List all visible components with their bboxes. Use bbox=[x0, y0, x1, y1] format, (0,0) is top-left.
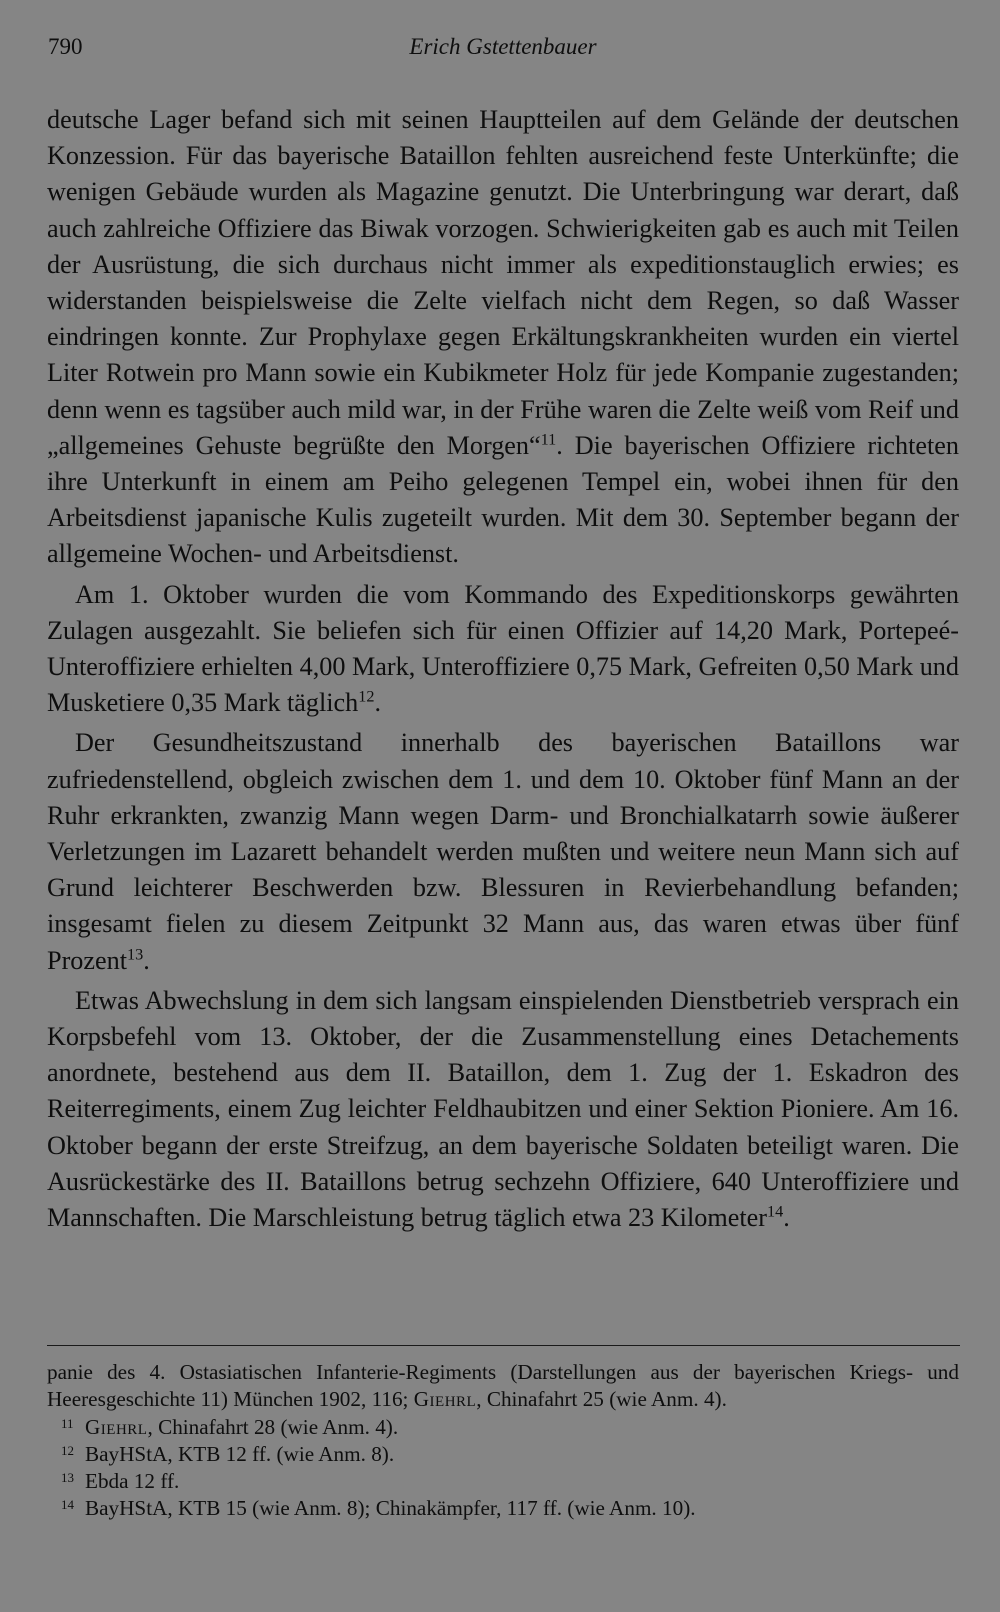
footnotes bbox=[47, 1359, 959, 1523]
footnote-text: , Chinafahrt 28 (wie Anm. 4). bbox=[147, 1414, 399, 1439]
paragraph-2-text: Am 1. Oktober wurden die vom Kommando des Expeditionskorps gewährten Zulagen ausgezahlt. Sie beliefen sich für einen Offizier auf 14,20 Mark, Portepeé-Unteroffiziere erhielten 4,00 Mark, Unteroffiziere 0,75 Mark, Gefreiten 0,50 Mark und Musketiere 0,35 Mark täglich bbox=[47, 579, 959, 718]
footnote-ref-14[interactable]: 14 bbox=[766, 1202, 784, 1221]
footnote-12: 12 BayHStA, KTB 12 ff. (wie Anm. 8). bbox=[61, 1441, 395, 1466]
paragraph-3 bbox=[47, 725, 959, 978]
footnote-continuation bbox=[47, 1359, 959, 1414]
footnote-text: Ebda 12 ff. bbox=[85, 1469, 180, 1494]
footnote-ref-13[interactable]: 13 bbox=[127, 944, 144, 963]
footnote-text: BayHStA, KTB 15 (wie Anm. 8); Chinakämpfer, 117 ff. (wie Anm. 10). bbox=[85, 1496, 696, 1521]
footnote-14: 14 BayHStA, KTB 15 (wie Anm. 8); Chinakämpfer, 117 ff. (wie Anm. 10). bbox=[61, 1496, 696, 1521]
body-text bbox=[47, 102, 959, 1236]
page-number: 790 bbox=[48, 34, 83, 59]
running-head: Erich Gstettenbauer bbox=[409, 34, 597, 59]
paragraph-1 bbox=[47, 102, 959, 573]
paragraph-4-tail: . bbox=[783, 1203, 790, 1233]
footnote-ref-11[interactable]: 11 bbox=[540, 430, 557, 449]
page-header bbox=[48, 34, 958, 68]
footnote-13: 13 Ebda 12 ff. bbox=[61, 1469, 180, 1494]
footnote-author: Giehrl bbox=[413, 1387, 477, 1412]
paragraph-1-tail: . Die bayerischen Offiziere richteten ihre Unterkunft in einem am Peiho gelegenen Tempel ein, wobei ihnen für den Arbeitsdienst japanische Kulis zugeteilt wurden. Mit dem 30. September begann der allgemeine Wochen- und Arbeitsdienst. bbox=[47, 430, 959, 569]
footnote-text: BayHStA, KTB 12 ff. (wie Anm. 8). bbox=[85, 1441, 395, 1466]
footnote-continuation-tail: , Chinafahrt 25 (wie Anm. 4). bbox=[476, 1387, 727, 1412]
paragraph-4 bbox=[47, 983, 959, 1236]
paragraph-1-text: deutsche Lager befand sich mit seinen Hauptteilen auf dem Gelände der deutschen Konzession. Für das bayerische Bataillon fehlten ausreichend feste Unterkünfte; die wenigen Gebäude wurden als Magazine genutzt. Die Unterbringung war derart, daß auch zahlreiche Offiziere das Biwak vorzogen. Schwierigkeiten gab es auch mit Teilen der Ausrüstung, die sich durchaus nicht immer als expeditionstauglich erwies; es widerstanden beispielsweise die Zelte vielfach nicht dem Regen, so daß Wasser eindringen konnte. Zur Prophylaxe gegen Erkältungskrankheiten wurden ein viertel Liter Rotwein pro Mann sowie ein Kubikmeter Holz für jede Kompanie zugestanden; denn wenn es tagsüber auch mild war, in der Frühe waren die Zelte weiß vom Reif und „allgemeines Gehuste begrüßte den Morgen“ bbox=[47, 105, 959, 460]
footnote-separator bbox=[47, 1345, 960, 1346]
paragraph-4-text: Etwas Abwechslung in dem sich langsam einspielenden Dienstbetrieb versprach ein Korpsbefehl vom 13. Oktober, der die Zusammenstellung eines Detachements anordnete, bestehend aus dem II. Bataillon, dem 1. Zug der 1. Eskadron des Reiterregiments, einem Zug leichter Feldhaubitzen und einer Sektion Pioniere. Am 16. Oktober begann der erste Streifzug, an dem bayerische Soldaten beteiligt waren. Die Ausrückestärke des II. Bataillons betrug sechzehn Offiziere, 640 Unteroffiziere und Mannschaften. Die Marschleistung betrug täglich etwa 23 Kilometer bbox=[47, 985, 959, 1233]
paragraph-3-tail: . bbox=[143, 945, 150, 975]
paragraph-2-tail: . bbox=[374, 688, 382, 718]
paragraph-3-text: Der Gesundheitszustand innerhalb des bayerischen Bataillons war zufriedenstellend, obgleich zwischen dem 1. und dem 10. Oktober fünf Mann an der Ruhr erkrankten, zwanzig Mann wegen Darm- und Bronchialkatarrh sowie äußerer Verletzungen im Lazarett behandelt werden mußten und weitere neun Mann sich auf Grund leichterer Beschwerden bzw. Blessuren in Revierbehandlung befanden; insgesamt fielen zu diesem Zeitpunkt 32 Mann aus, das waren etwas über fünf Prozent bbox=[47, 728, 959, 975]
paragraph-2 bbox=[47, 577, 959, 722]
footnote-ref-12[interactable]: 12 bbox=[358, 687, 375, 706]
footnote-11: 11 Giehrl, Chinafahrt 28 (wie Anm. 4). bbox=[61, 1414, 399, 1439]
footnote-author: Giehrl bbox=[85, 1414, 148, 1439]
footnote-continuation-text: panie des 4. Ostasiatischen Infanterie-Regiments (Darstellungen aus der bayerischen Kriegs- und Heeresgeschichte 11) München 1902, 116; bbox=[47, 1360, 959, 1412]
